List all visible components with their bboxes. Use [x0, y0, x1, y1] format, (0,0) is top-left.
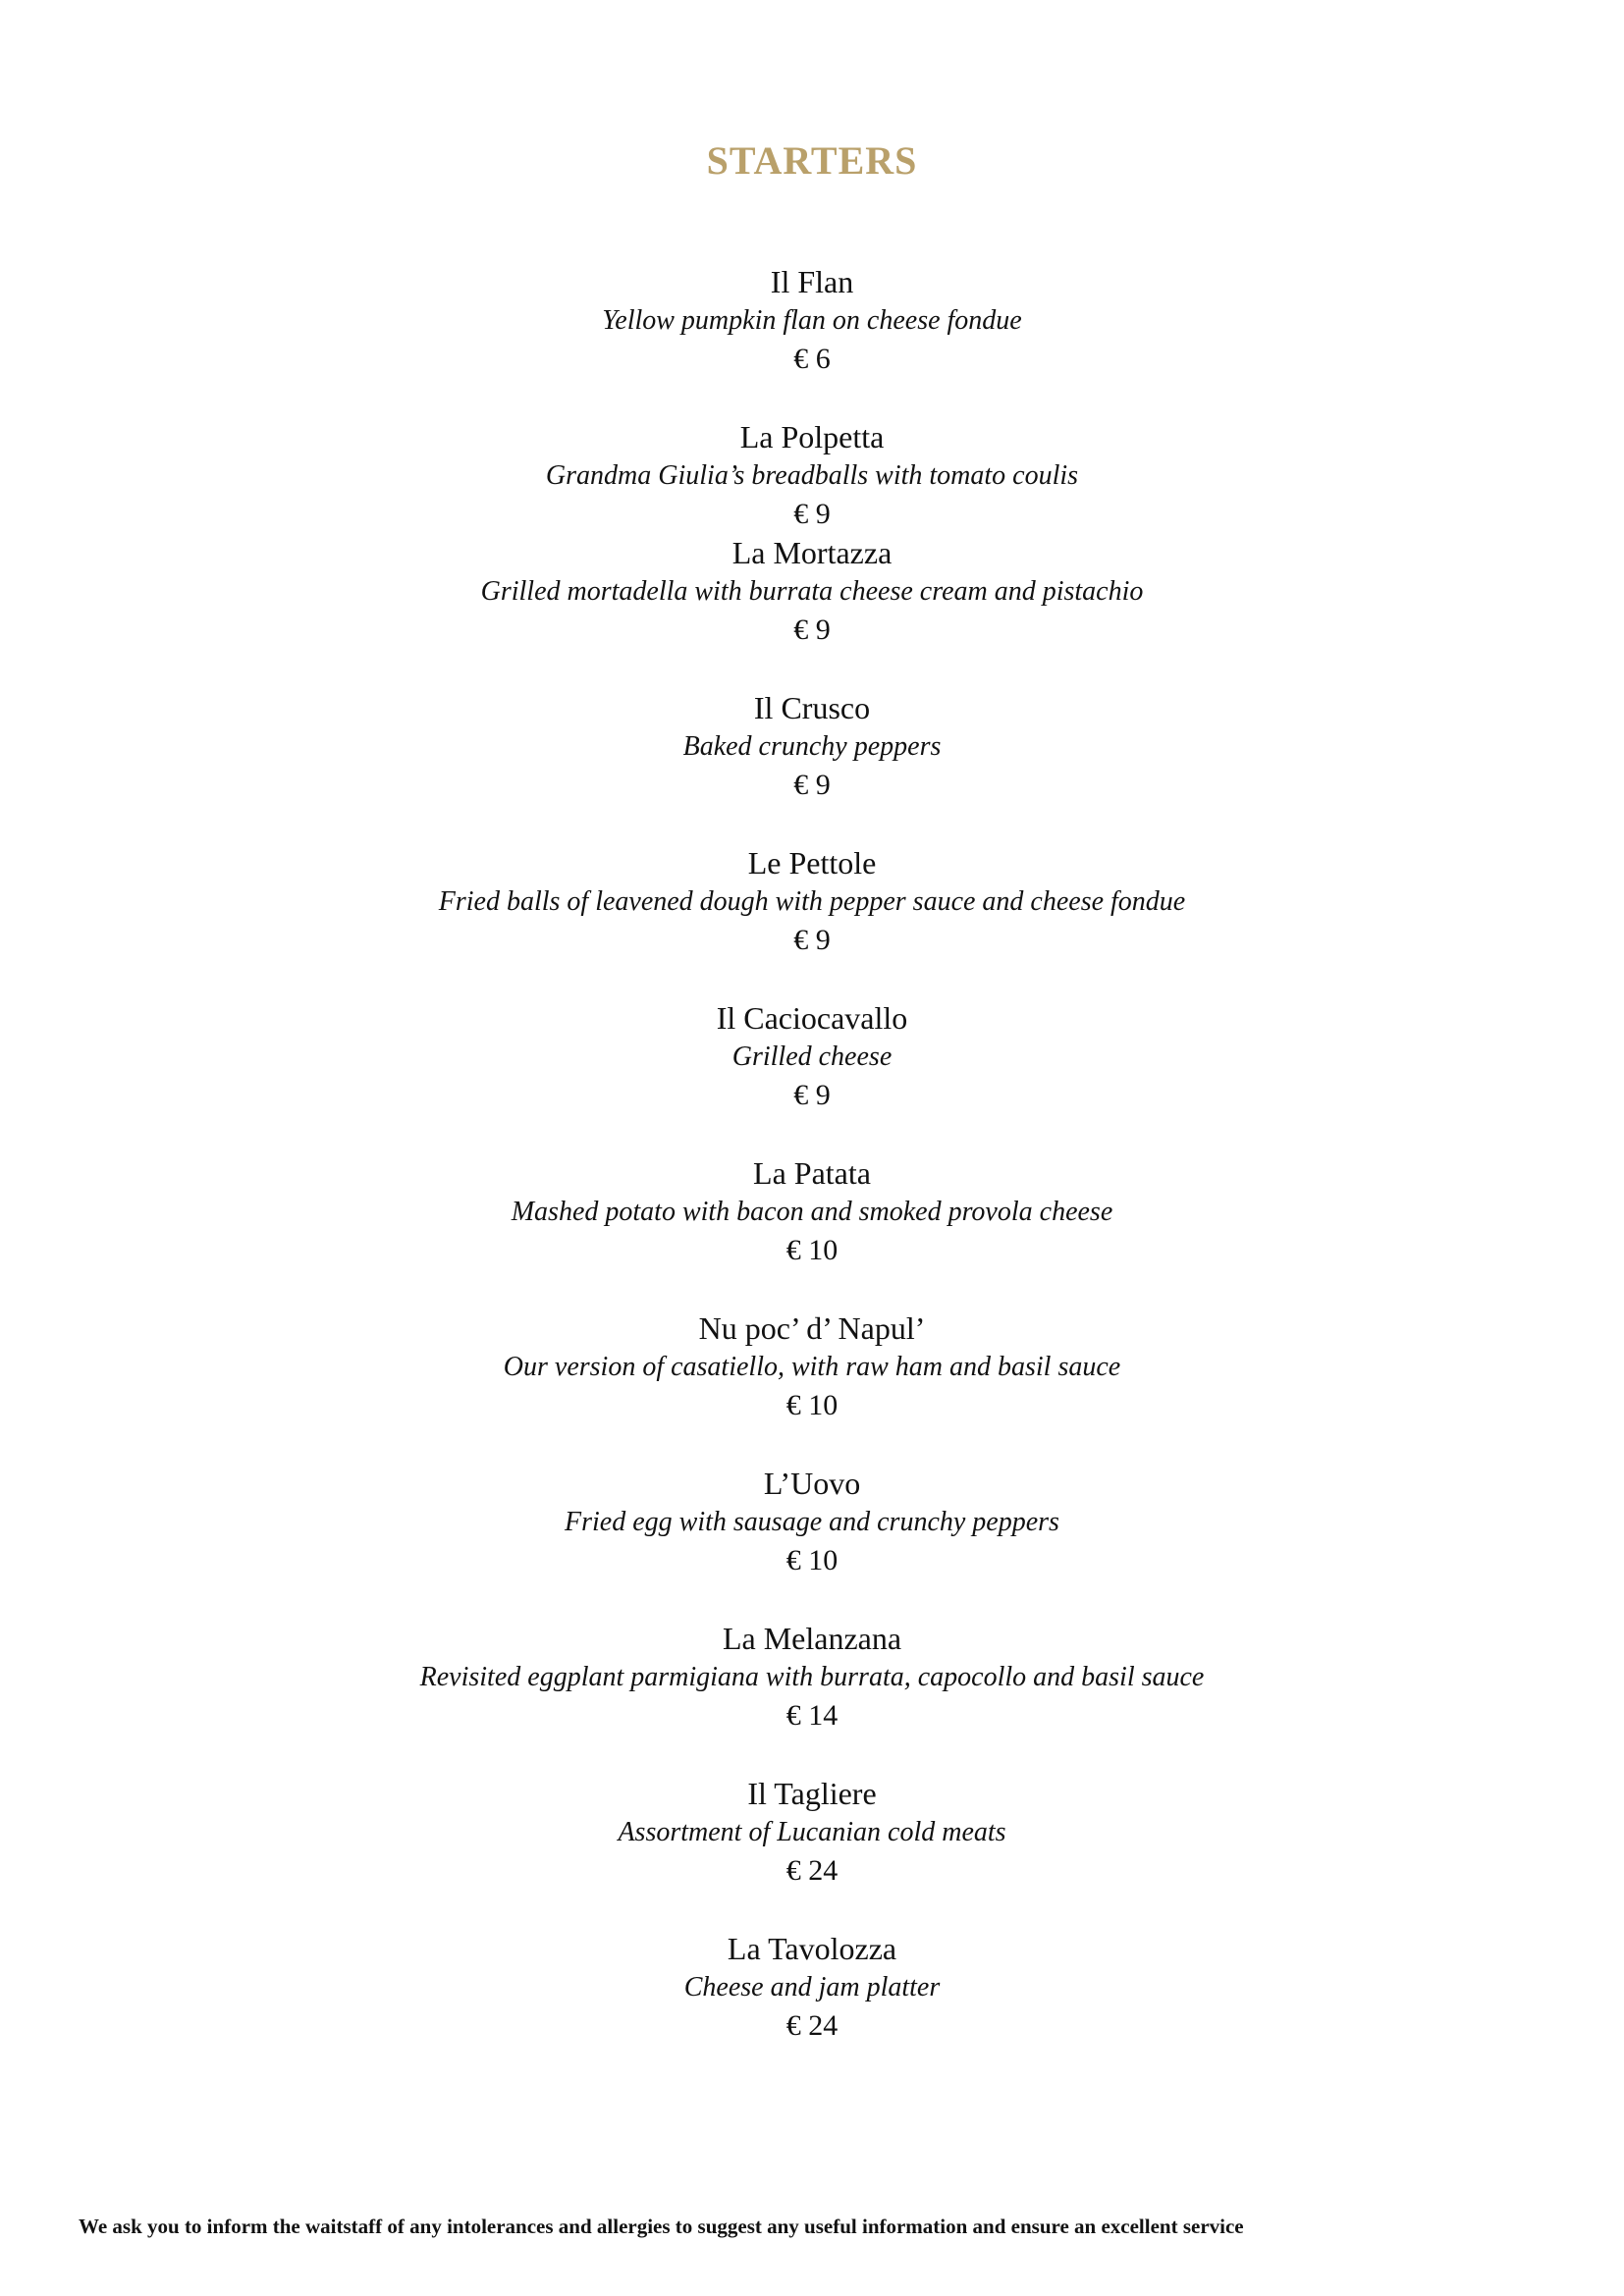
item-description: Fried balls of leavened dough with pepper sauce and cheese fondue — [438, 886, 1186, 917]
menu-item — [0, 1775, 1624, 1890]
item-description: Mashed potato with bacon and smoked provola cheese — [511, 1197, 1113, 1227]
item-price: € 9 — [793, 924, 831, 956]
item-description: Revisited eggplant parmigiana with burrata, capocollo and basil sauce — [419, 1662, 1205, 1692]
menu-item — [0, 534, 1624, 649]
item-description: Baked crunchy peppers — [682, 731, 942, 762]
menu-item — [0, 1620, 1624, 1735]
item-price: € 9 — [793, 1079, 831, 1111]
item-price: € 9 — [793, 614, 831, 646]
item-description: Cheese and jam platter — [683, 1972, 941, 2002]
item-name: La Melanzana — [722, 1621, 902, 1656]
menu-item — [0, 1465, 1624, 1579]
item-price: € 24 — [785, 2009, 839, 2042]
menu-item — [0, 263, 1624, 378]
item-name: Le Pettole — [747, 845, 877, 881]
menu-item — [0, 418, 1624, 533]
item-description: Grilled mortadella with burrata cheese cream and pistachio — [480, 576, 1144, 607]
item-name: Il Flan — [770, 264, 854, 299]
item-price: € 10 — [785, 1234, 839, 1266]
item-description: Our version of casatiello, with raw ham and basil sauce — [503, 1352, 1121, 1382]
menu-item — [0, 1930, 1624, 2045]
menu-item — [0, 1154, 1624, 1269]
item-name: Il Crusco — [753, 690, 871, 725]
item-name: La Mortazza — [731, 535, 893, 570]
menu-item — [0, 1309, 1624, 1424]
section-title: STARTERS — [706, 138, 918, 183]
menu-item — [0, 844, 1624, 959]
item-price: € 24 — [785, 1854, 839, 1887]
item-name: Il Caciocavallo — [716, 1000, 908, 1036]
item-description: Fried egg with sausage and crunchy peppers — [565, 1507, 1059, 1537]
menu-item — [0, 689, 1624, 804]
item-description: Grandma Giulia’s breadballs with tomato coulis — [545, 460, 1079, 491]
item-price: € 10 — [785, 1389, 839, 1421]
item-price: € 9 — [793, 769, 831, 801]
allergy-notice: We ask you to inform the waitstaff of any intolerances and allergies to suggest any useful information and ensure an excellent service — [79, 2215, 1244, 2238]
item-description: Grilled cheese — [731, 1041, 893, 1072]
item-name: La Patata — [753, 1155, 871, 1191]
item-name: La Polpetta — [739, 419, 885, 454]
item-price: € 9 — [793, 498, 831, 530]
item-description: Assortment of Lucanian cold meats — [618, 1817, 1006, 1847]
item-price: € 14 — [785, 1699, 839, 1732]
item-price: € 10 — [785, 1544, 839, 1576]
item-name: Nu poc’ d’ Napul’ — [698, 1310, 926, 1346]
item-name: La Tavolozza — [727, 1931, 897, 1966]
item-price: € 6 — [793, 343, 831, 375]
menu-item — [0, 999, 1624, 1114]
item-description: Yellow pumpkin flan on cheese fondue — [602, 305, 1022, 336]
item-name: Il Tagliere — [747, 1776, 877, 1811]
item-name: L’Uovo — [763, 1466, 861, 1501]
